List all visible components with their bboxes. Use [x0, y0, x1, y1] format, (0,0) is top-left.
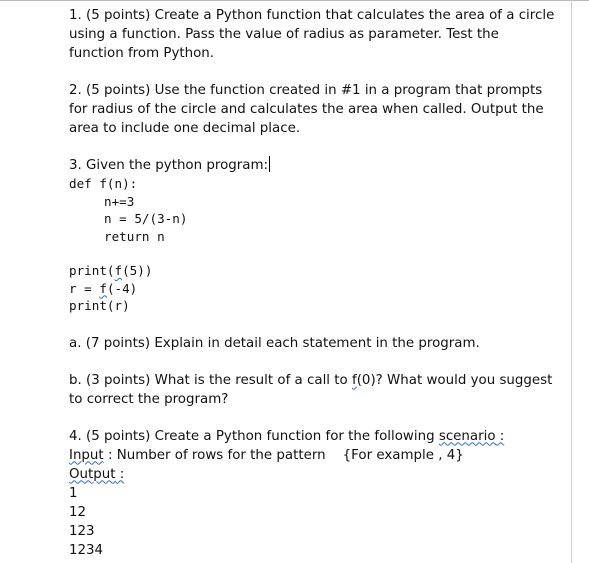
code-call-2-prefix: r =	[69, 280, 100, 296]
code-call-line-2	[69, 280, 569, 298]
question-3-heading-text: 3. Given the python program:	[69, 158, 269, 173]
pattern-row-3: 123	[69, 523, 95, 539]
code-call-1-prefix: print(	[69, 263, 115, 278]
question-4-heading-pre: 4. (5 points) Create a Python function for the following	[69, 428, 439, 444]
pattern-row-2: 12	[69, 504, 87, 520]
question-4-heading	[69, 427, 569, 446]
pattern-row-1: 1	[69, 485, 78, 501]
code-call-2-suffix: (-4)	[106, 280, 138, 296]
question-3b-pre: b. (3 points) What is the result of a call to	[69, 372, 352, 388]
code-body-line-1: n+=3	[104, 193, 135, 209]
text-cursor	[269, 156, 270, 172]
question-3b-line-2: to correct the program?	[69, 391, 229, 407]
question-4-heading-post: :	[495, 428, 505, 444]
question-4-input-line	[69, 446, 569, 465]
question-3-heading	[69, 156, 569, 175]
question-3b-line-1	[69, 371, 569, 390]
code-call-line-3: print(r)	[69, 298, 130, 313]
code-call-2-func: f	[99, 280, 107, 296]
question-3a: a. (7 points) Explain in detail each statement in the program.	[69, 335, 480, 351]
code-call-1-func: f	[114, 263, 123, 278]
document-body[interactable]	[69, 6, 569, 560]
question-2-line-1: 2. (5 points) Use the function created in #1 in a program that prompts	[69, 83, 543, 98]
question-2-line-2: for radius of the circle and calculates the area when called. Output the	[69, 102, 544, 117]
pattern-row-4: 1234	[69, 542, 104, 558]
code-body-line-2: n = 5/(3-n)	[104, 211, 188, 226]
question-4	[69, 427, 569, 560]
question-3b	[69, 371, 569, 409]
question-4-output-post: :	[115, 466, 125, 482]
question-1	[69, 6, 569, 63]
question-4-input-label: Input	[69, 447, 104, 463]
code-call-line-1	[69, 262, 569, 280]
question-1-line-3: function from Python.	[69, 46, 215, 61]
question-4-output-label: Output	[69, 466, 116, 482]
question-4-output-line	[69, 465, 569, 484]
code-body-line-3: return n	[104, 228, 165, 244]
code-call-1-suffix: (5))	[122, 263, 153, 278]
page-right-border	[571, 0, 572, 563]
question-2-line-3: area to include one decimal place.	[69, 121, 301, 136]
question-3	[69, 156, 569, 409]
question-1-line-1: 1. (5 points) Create a Python function that calculates the area of a circle	[69, 8, 555, 23]
question-4-heading-word: scenario	[438, 428, 496, 444]
code-def-line: def f(n):	[69, 176, 138, 191]
page-top-border	[0, 0, 589, 1]
question-4-input-text: : Number of rows for the pattern {For example , 4}	[103, 447, 464, 463]
question-1-line-2: using a function. Pass the value of radius as parameter. Test the	[69, 27, 499, 42]
question-3b-func: f	[351, 372, 357, 388]
question-3b-post: (0)? What would you suggest	[356, 372, 553, 388]
question-2	[69, 81, 569, 138]
